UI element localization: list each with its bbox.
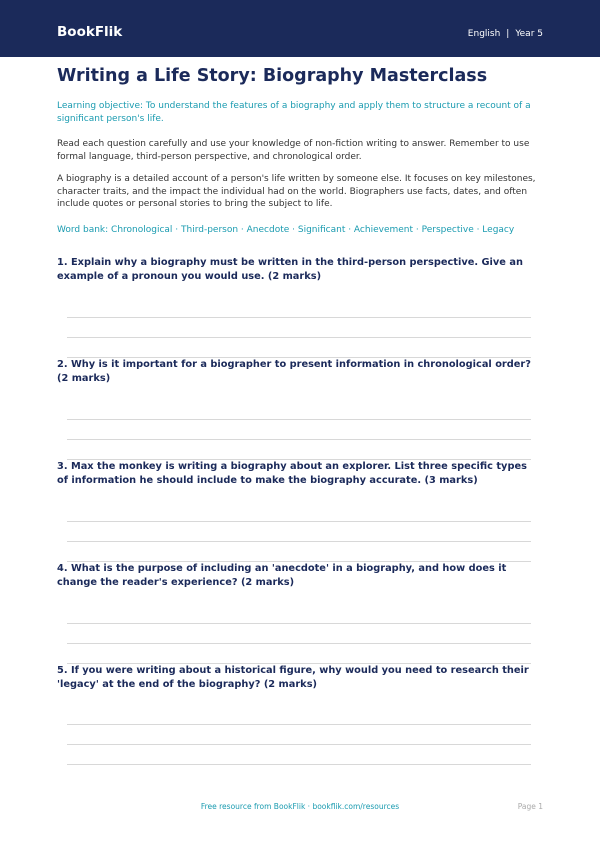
answer-line[interactable] [67,419,531,420]
question-4: 4. What is the purpose of including an 'anecdote' in a biography, and how does it change the reader's experience? (2 marks) [57,563,507,588]
answer-line[interactable] [67,744,531,745]
answer-line[interactable] [67,541,531,542]
answer-line[interactable] [67,317,531,318]
question-1: 1. Explain why a biography must be written in the third-person perspective. Give an example of a pronoun you would use. (2 marks) [57,257,523,282]
question-2: 2. Why is it important for a biographer to present information in chronological order? (2 marks) [57,359,531,384]
subject-year-label [468,28,543,40]
answer-line[interactable] [67,643,531,644]
page-number: Page 1 [517,802,543,811]
subject-label: English [467,29,501,39]
brand-logo: BookFlik [57,24,123,40]
header-bar [0,0,600,57]
question-3: 3. Max the monkey is writing a biography about an explorer. List three specific types of information he should include to make the biography accurate. (3 marks) [57,461,527,486]
intro-paragraph: A biography is a detailed account of a person's life written by someone else. It focuses on key milestones, character traits, and the impact the individual had on the world. Biographers use facts, dates, and often include quotes or personal stories to bring the subject to life. [57,174,536,210]
word-bank: Word bank: Chronological · Third-person · Anecdote · Significant · Achievement · Perspective · Legacy [57,225,515,235]
answer-line[interactable] [67,764,531,765]
year-label: Year 5 [515,29,543,39]
answer-line[interactable] [67,724,531,725]
answer-line[interactable] [67,337,531,338]
instructions-paragraph: Read each question carefully and use your knowledge of non-fiction writing to answer. Remember to use formal language, third-person perspective, and chronological order. [57,139,530,162]
answer-line[interactable] [67,521,531,522]
page-title: Writing a Life Story: Biography Masterclass [57,66,488,86]
learning-objective: Learning objective: To understand the features of a biography and apply them to structure a recount of a significant person's life. [57,101,531,124]
answer-line[interactable] [67,439,531,440]
question-5: 5. If you were writing about a historical figure, why would you need to research their 'legacy' at the end of the biography? (2 marks) [57,665,529,690]
answer-line[interactable] [67,623,531,624]
footer-resource-link[interactable]: Free resource from BookFlik · bookflik.com/resources [200,802,400,811]
separator: | [506,29,510,39]
